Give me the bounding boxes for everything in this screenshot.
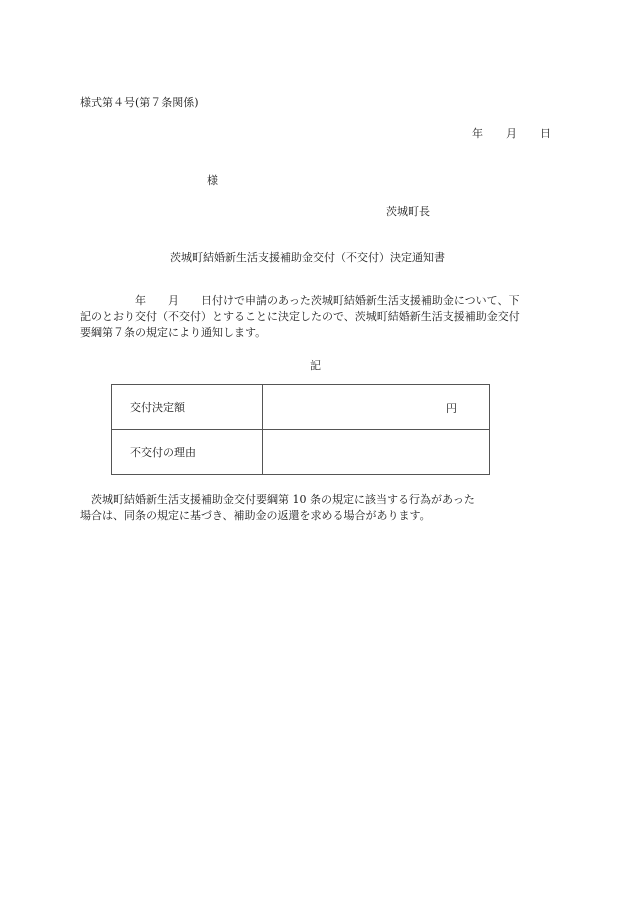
body-paragraph: [80, 293, 555, 341]
body-line: 記のとおり交付（不交付）とすることに決定したので、茨城町結婚新生活支援補助金交付: [80, 310, 520, 323]
note-line: 場合は、同条の規定に基づき、補助金の返還を求める場合があります。: [80, 509, 431, 522]
non-grant-reason-cell: [263, 430, 490, 475]
table-row: [112, 430, 490, 475]
date-line: [472, 125, 551, 141]
document-title: 茨城町結婚新生活支援補助金交付（不交付）決定通知書: [170, 251, 445, 264]
grant-amount-label: 交付決定額: [112, 385, 263, 430]
yen-unit: 円: [446, 402, 457, 415]
decision-table: [111, 384, 490, 475]
ki-heading: 記: [310, 359, 321, 372]
date-month-label: 月: [506, 127, 517, 140]
non-grant-reason-label: 不交付の理由: [112, 430, 263, 475]
form-number: 様式第４号(第７条関係): [80, 96, 199, 109]
date-day-label: 日: [540, 127, 551, 140]
table-row: [112, 385, 490, 430]
note-line: 茨城町結婚新生活支援補助金交付要綱第 10 条の規定に該当する行為があった: [80, 493, 475, 506]
body-line: 年 月 日付けで申請のあった茨城町結婚新生活支援補助金について、下: [80, 294, 520, 307]
body-line: 要綱第７条の規定により通知します。: [80, 326, 267, 339]
grant-amount-cell: [263, 385, 490, 430]
refund-note: [80, 492, 475, 524]
addressee-suffix: 様: [207, 174, 218, 187]
date-year-label: 年: [472, 127, 483, 140]
sender-name: 茨城町長: [386, 205, 430, 218]
